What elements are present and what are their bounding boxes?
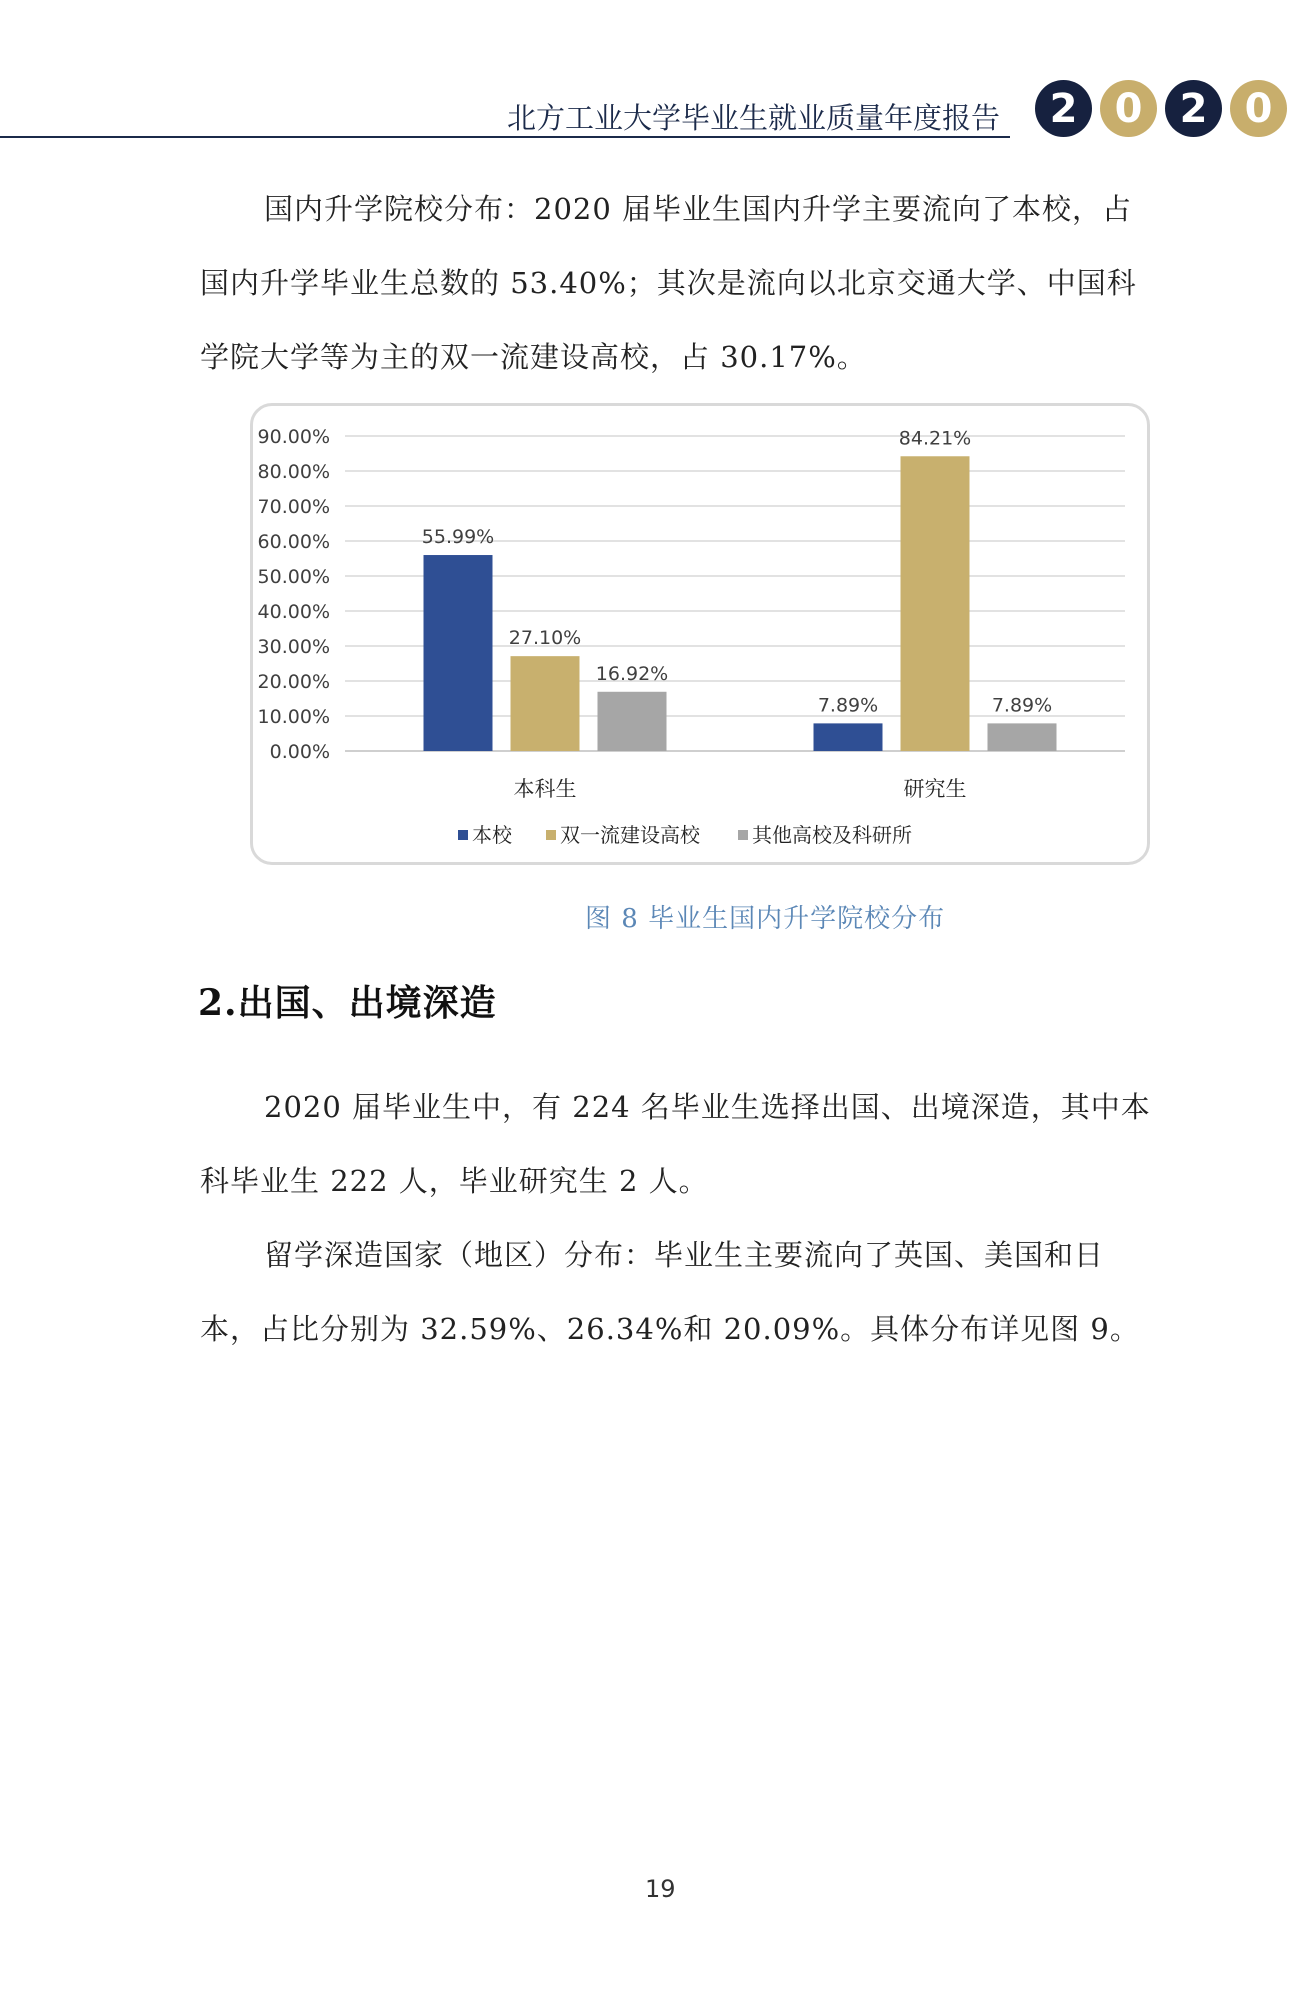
data-label: 7.89% <box>817 694 879 717</box>
legend-swatch <box>458 830 468 840</box>
y-tick-label: 20.00% <box>257 671 330 693</box>
y-tick-label: 70.00% <box>257 496 330 518</box>
x-category-label: 本科生 <box>513 777 577 801</box>
legend-swatch <box>546 830 556 840</box>
bar <box>511 656 580 751</box>
section-heading: 2.出国、出境深造 <box>198 982 497 1024</box>
y-tick-label: 90.00% <box>257 426 330 448</box>
paragraph-domestic-study <box>200 172 1137 394</box>
paragraph-line: 2020 届毕业生中，有 224 名毕业生选择出国、出境深造，其中本 <box>264 1090 1151 1124</box>
paragraph-line: 学院大学等为主的双一流建设高校，占 30.17%。 <box>200 340 867 374</box>
bar-chart <box>250 403 1150 865</box>
legend-label: 其他高校及科研所 <box>752 823 912 847</box>
bar <box>814 723 883 751</box>
paragraph-line: 国内升学毕业生总数的 53.40%；其次是流向以北京交通大学、中国科 <box>200 266 1137 300</box>
page-number: 19 <box>645 1875 676 1903</box>
year-badge <box>1035 80 1287 137</box>
paragraph-destination-countries <box>200 1218 1140 1366</box>
paragraph-overseas-study <box>200 1070 1151 1218</box>
bar <box>424 555 493 751</box>
y-tick-label: 30.00% <box>257 636 330 658</box>
year-digit-2: 0 <box>1100 80 1157 137</box>
data-label: 16.92% <box>595 662 669 685</box>
data-label: 55.99% <box>421 526 495 549</box>
paragraph-line: 本，占比分别为 32.59%、26.34%和 20.09%。具体分布详见图 9。 <box>200 1312 1140 1346</box>
data-label: 84.21% <box>898 427 972 450</box>
bar <box>988 723 1057 751</box>
paragraph-line: 留学深造国家（地区）分布：毕业生主要流向了英国、美国和日 <box>264 1238 1105 1272</box>
year-digit-1: 2 <box>1035 80 1092 137</box>
legend-swatch <box>738 830 748 840</box>
y-tick-label: 0.00% <box>269 741 330 763</box>
data-label: 27.10% <box>508 627 582 650</box>
y-tick-label: 80.00% <box>257 461 330 483</box>
year-digit-3: 2 <box>1165 80 1222 137</box>
report-title: 北方工业大学毕业生就业质量年度报告 <box>506 101 1000 135</box>
y-tick-label: 10.00% <box>257 706 330 728</box>
header-divider <box>0 136 1010 138</box>
year-digit-4: 0 <box>1230 80 1287 137</box>
data-label: 7.89% <box>991 694 1053 717</box>
y-tick-label: 50.00% <box>257 566 330 588</box>
bar <box>598 692 667 751</box>
paragraph-line: 国内升学院校分布：2020 届毕业生国内升学主要流向了本校，占 <box>264 192 1133 226</box>
legend-label: 本校 <box>472 823 512 847</box>
y-tick-label: 40.00% <box>257 601 330 623</box>
bar <box>901 456 970 751</box>
figure-caption: 图 8 毕业生国内升学院校分布 <box>585 904 946 934</box>
paragraph-line: 科毕业生 222 人，毕业研究生 2 人。 <box>200 1164 709 1198</box>
x-category-label: 研究生 <box>903 777 967 801</box>
y-tick-label: 60.00% <box>257 531 330 553</box>
legend-label: 双一流建设高校 <box>560 823 700 847</box>
